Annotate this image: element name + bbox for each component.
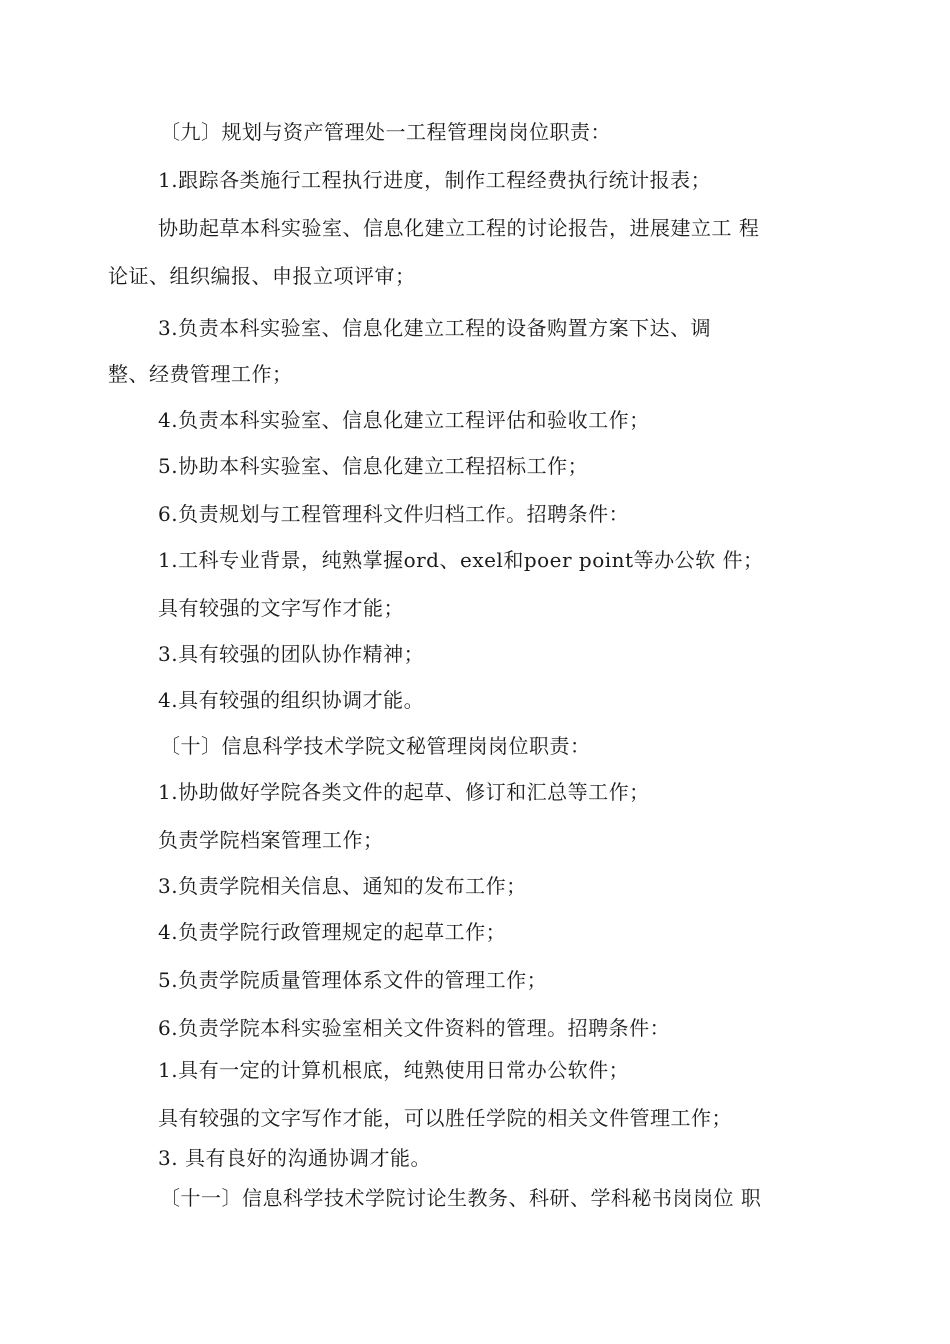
paragraph-line: 1.工科专业背景，纯熟掌握ord、exel和poer point等办公软 件； (158, 548, 764, 572)
paragraph-line: 协助起草本科实验室、信息化建立工程的讨论报告，进展建立工 程 (158, 216, 760, 240)
paragraph-line: 5.协助本科实验室、信息化建立工程招标工作； (158, 454, 589, 478)
section-heading-9: 〔九〕规划与资产管理处一工程管理岗岗位职责： (160, 120, 611, 144)
paragraph-line: 4.负责学院行政管理规定的起草工作； (158, 920, 507, 944)
paragraph-line: 具有较强的文字写作才能，可以胜任学院的相关文件管理工作； (158, 1106, 732, 1130)
section-heading-10: 〔十〕信息科学技术学院文秘管理岗岗位职责： (160, 734, 591, 758)
paragraph-line: 6.负责规划与工程管理科文件归档工作。招聘条件： (158, 502, 630, 526)
paragraph-line: 论证、组织编报、申报立项评审； (108, 264, 416, 288)
paragraph-line: 4.负责本科实验室、信息化建立工程评估和验收工作； (158, 408, 650, 432)
paragraph-line: 3. 具有良好的沟通协调才能。 (158, 1146, 431, 1170)
paragraph-line: 5.负责学院质量管理体系文件的管理工作； (158, 968, 548, 992)
paragraph-line: 4.具有较强的组织协调才能。 (158, 688, 425, 712)
paragraph-line: 负责学院档案管理工作； (158, 828, 384, 852)
paragraph-line: 1.跟踪各类施行工程执行进度，制作工程经费执行统计报表； (158, 168, 712, 192)
paragraph-line: 具有较强的文字写作才能； (158, 596, 404, 620)
paragraph-line: 1.具有一定的计算机根底，纯熟使用日常办公软件； (158, 1058, 630, 1082)
paragraph-line: 1.协助做好学院各类文件的起草、修订和汇总等工作； (158, 780, 650, 804)
paragraph-line: 3.具有较强的团队协作精神； (158, 642, 425, 666)
paragraph-line: 3.负责学院相关信息、通知的发布工作； (158, 874, 527, 898)
paragraph-line: 6.负责学院本科实验室相关文件资料的管理。招聘条件： (158, 1016, 671, 1040)
paragraph-line: 整、经费管理工作； (108, 362, 293, 386)
section-heading-11: 〔十一〕信息科学技术学院讨论生教务、科研、学科秘书岗岗位 职 (160, 1186, 762, 1210)
paragraph-line: 3.负责本科实验室、信息化建立工程的设备购置方案下达、调 (158, 316, 712, 340)
